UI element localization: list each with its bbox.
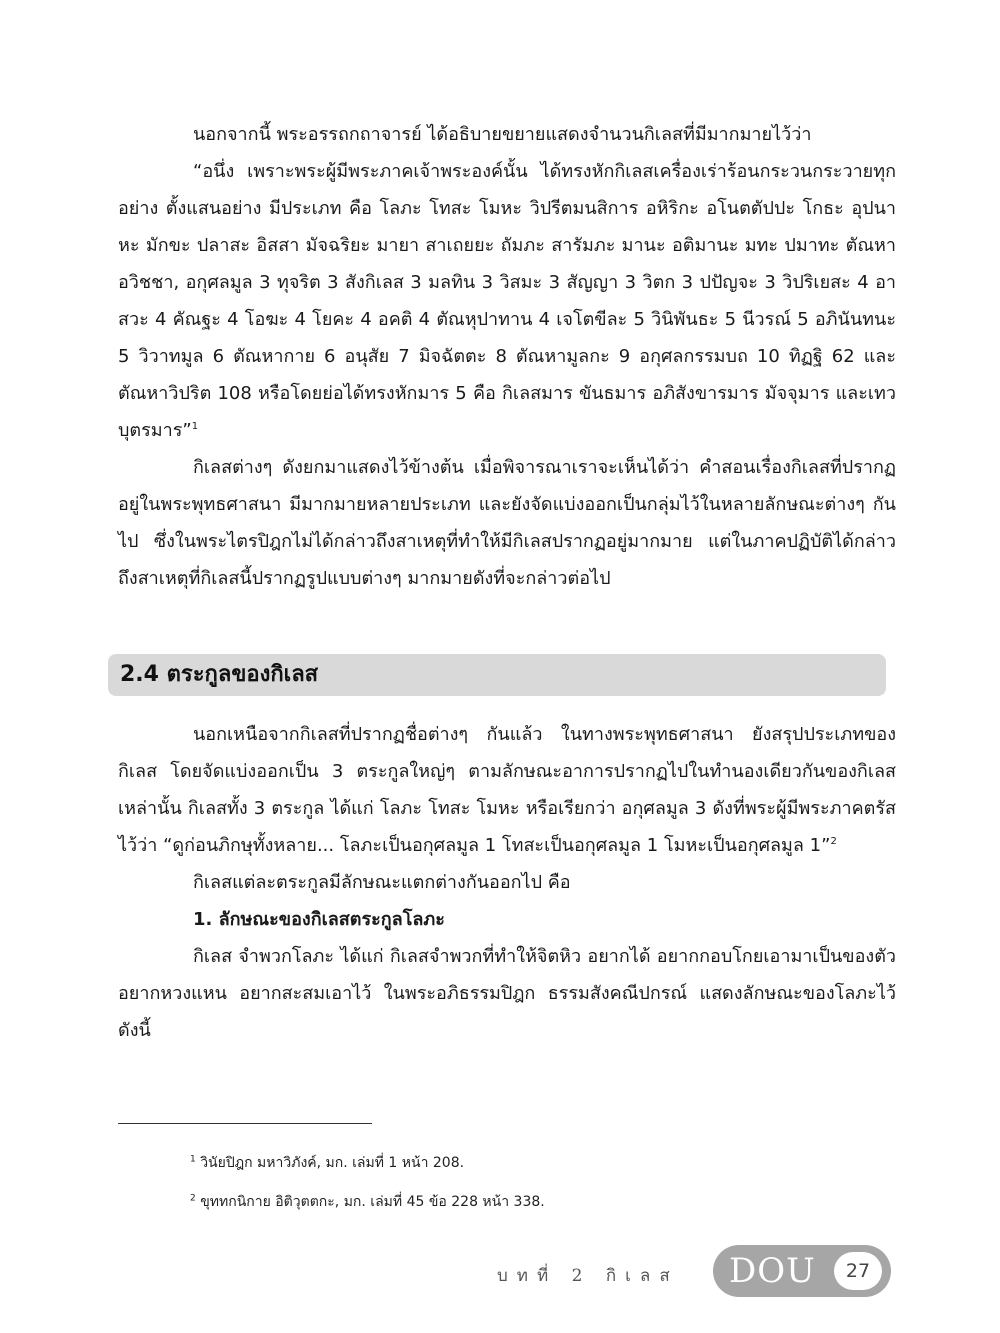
quote-paragraph bbox=[118, 153, 896, 449]
footnote-ref-1: 1 bbox=[191, 421, 199, 432]
section-paragraph-3: กิเลส จำพวกโลภะ ได้แก่ กิเลสจำพวกที่ทำให้จิตหิว อยากได้ อยากกอบโกยเอามาเป็นของตัว อยากหวงแหน อยากสะสมเอาไว้ ในพระอภิธรรมปิฎก ธรรมสังคณีปกรณ์ แสดงลักษณะของโลภะไว้ดังนี้ bbox=[118, 946, 896, 1041]
section-heading-bar bbox=[108, 654, 886, 696]
section-paragraph-1 bbox=[118, 716, 896, 864]
chapter-label: บทที่ 2 กิเลส bbox=[497, 1266, 679, 1286]
section-paragraph-1-text: นอกเหนือจากกิเลสที่ปรากฏชื่อต่างๆ กันแล้ว ในทางพระพุทธศาสนา ยังสรุปประเภทของกิเลส โดยจัดแบ่งออกเป็น 3 ตระกูลใหญ่ๆ ตามลักษณะอาการปรากฏไปในทำนองเดียวกันของกิเลสเหล่านั้น กิเลสทั้ง 3 ตระกูล ได้แก่ โลภะ โทสะ โมหะ หรือเรียกว่า อกุศลมูล 3 ดังที่พระผู้มีพระภาคตรัสไว้ว่า “ดูก่อนภิกษุทั้งหลาย... โลภะเป็นอกุศลมูล 1 โทสะเป็นอกุศลมูล 1 โมหะเป็นอกุศลมูล 1” bbox=[118, 724, 896, 856]
footnote-2-text: ขุททกนิกาย อิติวุตตกะ, มก. เล่มที่ 45 ข้อ 228 หน้า 338. bbox=[200, 1194, 545, 1210]
section-title: 2.4 ตระกูลของกิเลส bbox=[120, 662, 319, 687]
footnote-divider bbox=[118, 1123, 372, 1124]
footnote-2 bbox=[190, 1191, 545, 1213]
footnote-ref-2: 2 bbox=[830, 836, 837, 847]
quote-text: “อนึ่ง เพราะพระผู้มีพระภาคเจ้าพระองค์นั้น ได้ทรงหักกิเลสเครื่องเร่าร้อนกระวนกระวายทุกอย่าง ตั้งแสนอย่าง มีประเภท คือ โลภะ โทสะ โมหะ วิปรีตมนสิการ อหิริกะ อโนตตัปปะ โกธะ อุปนาหะ มักขะ ปลาสะ อิสสา มัจฉริยะ มายา สาเถยยะ ถัมภะ สารัมภะ มานะ อติมานะ มทะ ปมาทะ ตัณหา อวิชชา, อกุศลมูล 3 ทุจริต 3 สังกิเลส 3 มลทิน 3 วิสมะ 3 สัญญา 3 วิตก 3 ปปัญจะ 3 วิปริเยสะ 4 อาสวะ 4 คัณฐะ 4 โอฆะ 4 โยคะ 4 อคติ 4 ตัณหุปาทาน 4 เจโตขีละ 5 วินิพันธะ 5 นีวรณ์ 5 อภินันทนะ 5 วิวาทมูล 6 ตัณหากาย 6 อนุสัย 7 มิจฉัตตะ 8 ตัณหามูลกะ 9 อกุศลกรรมบถ 10 ทิฏฐิ 62 และตัณหาวิปริต 108 หรือโดยย่อได้ทรงหักมาร 5 คือ กิเลสมาร ขันธมาร อภิสังขารมาร มัจจุมาร และเทวบุตรมาร” bbox=[118, 161, 896, 441]
dou-logo: DOU bbox=[729, 1251, 816, 1291]
body-text-top bbox=[118, 116, 896, 597]
page-number: 27 bbox=[834, 1252, 882, 1290]
section-paragraph-2: กิเลสแต่ละตระกูลมีลักษณะแตกต่างกันออกไป คือ bbox=[193, 872, 571, 893]
footnote-1-text: วินัยปิฎก มหาวิภังค์, มก. เล่มที่ 1 หน้า 208. bbox=[200, 1155, 465, 1171]
footnote-1-number: 1 bbox=[190, 1154, 196, 1165]
subheading-lobha: 1. ลักษณะของกิเลสตระกูลโลภะ bbox=[193, 909, 445, 930]
intro-paragraph: นอกจากนี้ พระอรรถกถาจารย์ ได้อธิบายขยายแสดงจำนวนกิเลสที่มีมากมายไว้ว่า bbox=[193, 124, 812, 145]
footnote-1 bbox=[190, 1152, 464, 1174]
summary-paragraph: กิเลสต่างๆ ดังยกมาแสดงไว้ข้างต้น เมื่อพิจารณาเราจะเห็นได้ว่า คำสอนเรื่องกิเลสที่ปรากฏอยู่ในพระพุทธศาสนา มีมากมายหลายประเภท และยังจัดแบ่งออกเป็นกลุ่มไว้ในหลายลักษณะต่างๆ กันไป ซึ่งในพระไตรปิฎกไม่ได้กล่าวถึงสาเหตุที่ทำให้มีกิเลสปรากฏอยู่มากมาย แต่ในภาคปฏิบัติได้กล่าวถึงสาเหตุที่กิเลสนี้ปรากฏรูปแบบต่างๆ มากมายดังที่จะกล่าวต่อไป bbox=[118, 457, 896, 589]
footnote-2-number: 2 bbox=[190, 1193, 196, 1204]
footer-badge bbox=[713, 1245, 891, 1297]
body-text-section bbox=[118, 716, 896, 1049]
